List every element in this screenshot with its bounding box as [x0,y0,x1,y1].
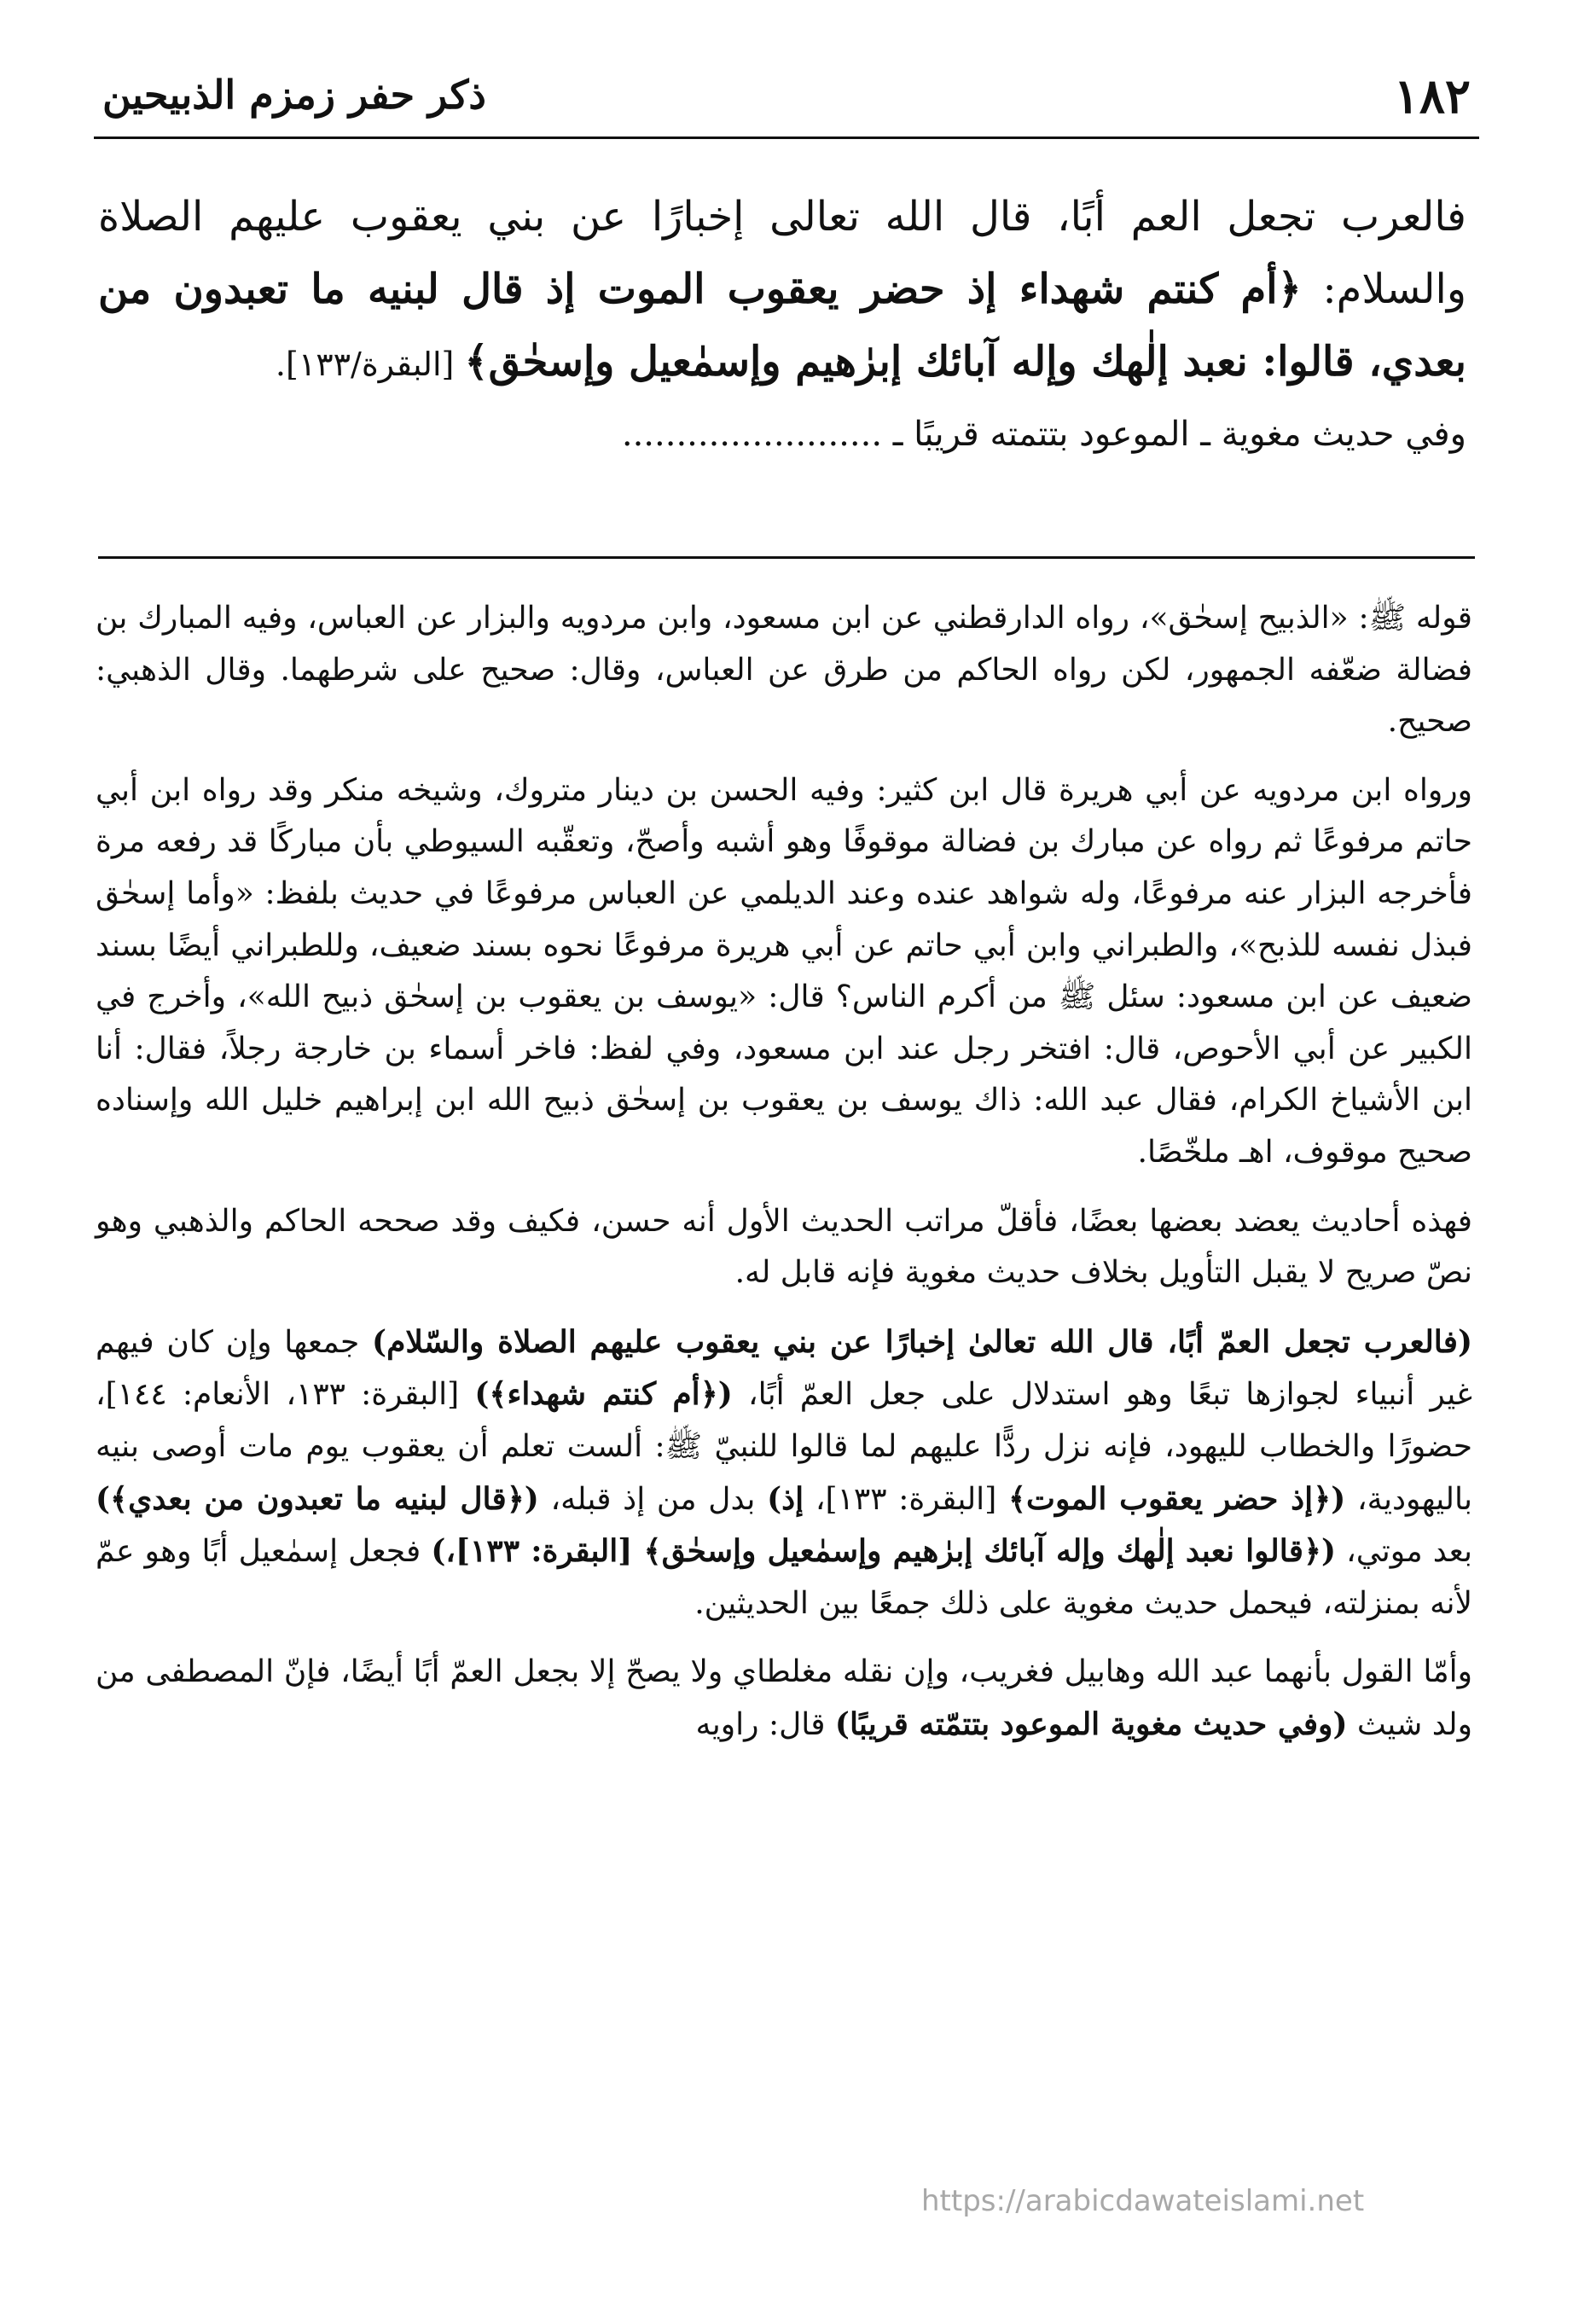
quoted-verse-1: (﴿أم كنتم شهداء﴾) [474,1376,733,1413]
footnote-separator [98,556,1475,559]
main-text [98,181,1466,464]
running-title: ذكر حفر زمزم الذبيحين [102,72,486,118]
commentary-paragraph-2: ورواه ابن مردويه عن أبي هريرة قال ابن كثير: وفيه الحسن بن دينار متروك، وشيخه منكر وقد رواه ابن أبي حاتم مرفوعًا ثم رواه عن مبارك بن فضالة موقوفًا وهو أشبه وأصحّ، وتعقّبه السيوطي بأن مباركًا قد رفعه مرة فأخرجه البزار عنه مرفوعًا، وله شواهد عنده وعند الديلمي عن العباس مرفوعًا في حديث بلفظ: «وأما إسحٰق فبذل نفسه للذبح»، والطبراني وابن أبي حاتم عن أبي هريرة مرفوعًا نحوه بسند ضعيف، وللطبراني أيضًا بسند ضعيف عن ابن مسعود: سئل ﷺ من أكرم الناس؟ قال: «يوسف بن يعقوب بن إسحٰق ذبيح الله»، وأخرج في الكبير عن أبي الأحوص، قال: افتخر رجل عند ابن مسعود، وفي لفظ: فاخر أسماء بن خارجة رجلاً، فقال: أنا ابن الأشياخ الكرام، فقال عبد الله: ذاك يوسف بن يعقوب بن إسحٰق ذبيح الله ابن إبراهيم خليل الله وإسناده صحيح موقوف، اهـ ملخّصًا. [96,772,1472,1170]
watermark-url: https://arabicdawateislami.net [921,2184,1365,2218]
commentary [96,593,1472,1768]
commentary-text: [البقرة: ١٣٣، الأنعام: ١٤٤]، حضورًا والخطاب لليهود، فإنه نزل ردًّا عليهم لما قالوا للنبيّ ﷺ: ألست تعلم أن يعقوب يوم مات أوصى بنيه باليهودية، [96,1377,1473,1517]
commentary-text: بدل من إذ قبله، [538,1481,768,1517]
commentary-text: وأمّا القول بأنهما عبد الله وهابيل فغريب، وإن نقله مغلطاي ولا يصحّ إلا بجعل العمّ أبًا أيضًا، فإنّ المصطفى من ولد شيث [96,1654,1472,1742]
commentary-paragraph-4 [96,1316,1472,1630]
commentary-text: [البقرة: ١٣٣]، [804,1481,1008,1517]
main-text-continued: وفي حديث مغوية ـ الموعود بتتمته قريبًا ـ [882,415,1466,454]
verse-reference: [البقرة/١٣٣]. [275,346,465,383]
commentary-paragraph-1: قوله ﷺ: «الذبيح إسحٰق»، رواه الدارقطني عن ابن مسعود، وابن مردويه والبزار عن العباس، وفيه المبارك بن فضالة ضعّفه الجمهور، لكن رواه الحاكم من طرق عن العباس، وقال: صحيح على شرطهما. وقال الذهبي: صحيح. [96,601,1472,740]
quoted-word: إذ) [767,1480,804,1517]
commentary-text: جمعها وإن كان فيهم غير أنبياء لجوازها تبعًا وهو استدلال على جعل العمّ أبًا، [96,1324,1472,1413]
commentary-paragraph-3: فهذه أحاديث يعضد بعضها بعضًا، فأقلّ مراتب الحديث الأول أنه حسن، فكيف وقد صححه الحاكم والذهبي وهو نصّ صريح لا يقبل التأويل بخلاف حديث مغوية فإنه قابل له. [96,1203,1472,1291]
quoted-verse-3: (﴿قال لبنيه ما تعبدون من بعدي﴾) [96,1480,539,1517]
commentary-paragraph-5 [96,1647,1472,1751]
main-intro: فالعرب تجعل العم أبًا، قال الله تعالى إخبارًا عن بني يعقوب عليهم الصلاة والسلام: [98,193,1467,313]
ellipsis-dots: ........................ [621,415,883,454]
commentary-text: بعد موتي، [1336,1534,1472,1570]
main-paragraph-2 [98,404,1466,464]
quran-verse: ﴿أم كنتم شهداء إذ حضر يعقوب الموت إذ قال لبنيه ما تعبدون من بعدي، قالوا: نعبد إلٰهك وإله آبائك إبرٰهيم وإسمٰعيل وإسحٰق﴾ [98,265,1466,386]
main-paragraph-1 [98,181,1466,401]
commentary-text: قال: راويه [695,1706,835,1742]
page-header [94,60,1479,139]
quoted-main-text: (وفي حديث مغوية الموعود بتتمّته قريبًا) [834,1705,1348,1742]
quoted-verse-4: (﴿قالوا نعبد إلٰهك وإله آبائك إبرٰهيم وإسمٰعيل وإسحٰق﴾ [البقرة: ١٣٣]،) [431,1533,1337,1570]
commentary-text: فجعل إسمٰعيل أبًا وهو عمّ لأنه بمنزلته، فيحمل حديث مغوية على ذلك جمعًا بين الحديثين. [96,1534,1472,1621]
quoted-main-text: (فالعرب تجعل العمّ أبًا، قال الله تعالىٰ إخبارًا عن بني يعقوب عليهم الصلاة والسّلام) [372,1323,1473,1360]
page-number: ١٨٢ [1393,68,1471,125]
quoted-verse-2: (﴿إذ حضر يعقوب الموت﴾ [1007,1480,1346,1517]
